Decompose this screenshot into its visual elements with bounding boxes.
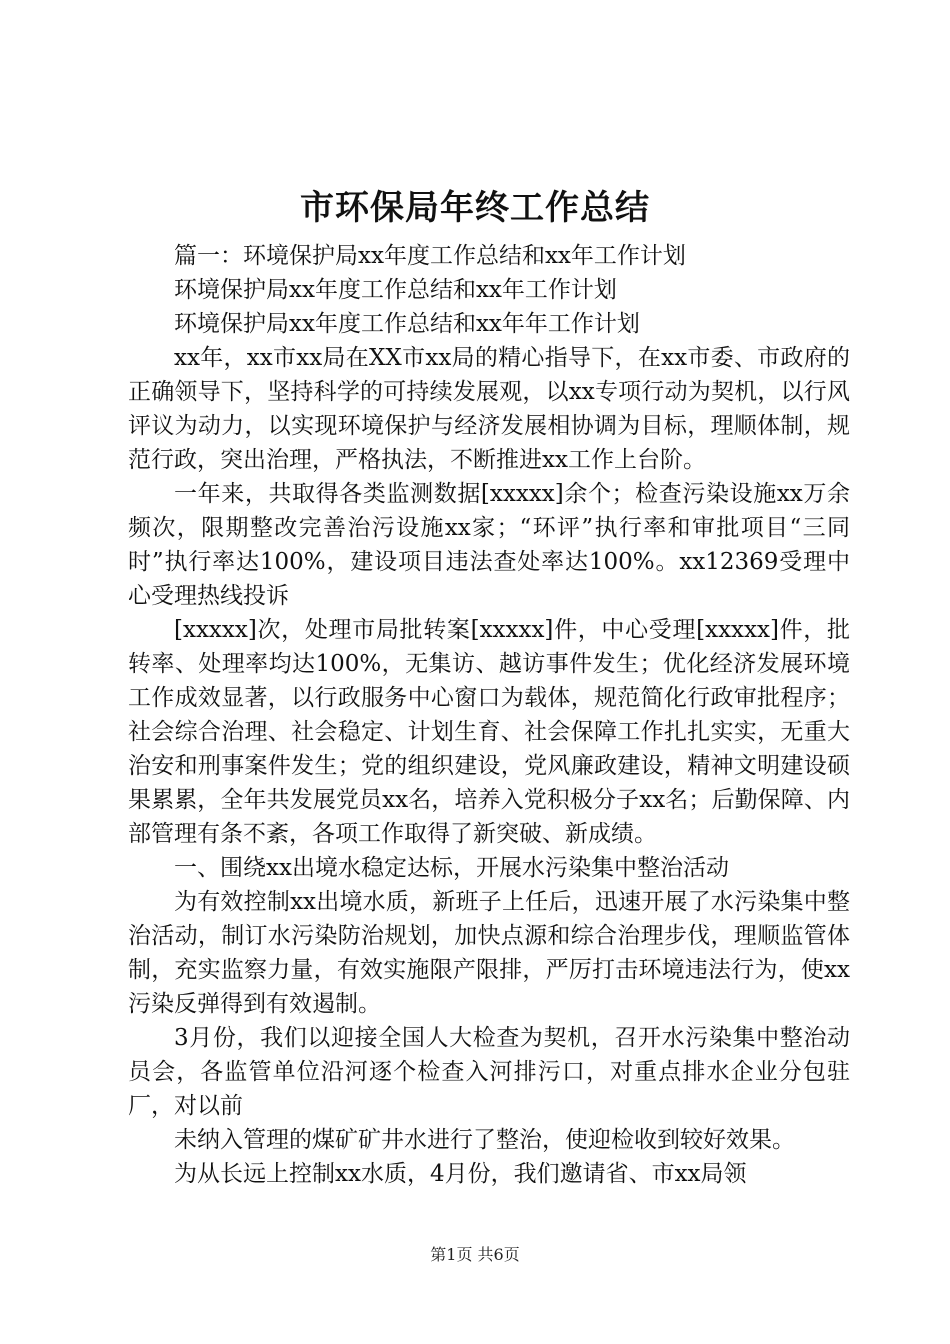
paragraph-achievements: [xxxxx]次，处理市局批转案[xxxxx]件，中心受理[xxxxx]件，批转率、处理率均达100%，无集访、越访事件发生；优化经济发展环境工作成效显著，以行政服务中心窗口为载体，规范简化行政审批程序；社会综合治理、社会稳定、计划生育、社会保障工作扎扎实实，无重大治安和刑事案件发生；党的组织建设，党风廉政建设，精神文明建设硕果累累，全年共发展党员xx名，培养入党积极分子xx名；后勤保障、内部管理有条不紊，各项工作取得了新突破、新成绩。 (128, 617, 850, 847)
paragraph-march: 3月份，我们以迎接全国人大检查为契机，召开水污染集中整治动员会，各监管单位沿河逐个检查入河排污口，对重点排水企业分包驻厂，对以前 (128, 1025, 850, 1119)
paragraph-april: 为从长远上控制xx水质，4月份，我们邀请省、市xx局领 (174, 1161, 747, 1187)
paragraph-intro: xx年，xx市xx局在XX市xx局的精心指导下，在xx市委、市政府的正确领导下，坚持科学的可持续发展观，以xx专项行动为契机，以行风评议为动力，以实现环境保护与经济发展相协调为目标，理顺体制，规范行政，突出治理，严格执法，不断推进xx工作上台阶。 (128, 345, 850, 473)
page-number: 第1页 共6页 (430, 1245, 520, 1264)
paragraph-mine-water: 未纳入管理的煤矿矿井水进行了整治，使迎检收到较好效果。 (174, 1127, 795, 1153)
section-heading-water: 一、围绕xx出境水稳定达标，开展水污染集中整治活动 (174, 855, 729, 881)
paragraph-heading-3: 环境保护局xx年度工作总结和xx年年工作计划 (174, 311, 640, 337)
paragraph-heading-1: 篇一：环境保护局xx年度工作总结和xx年工作计划 (174, 243, 686, 269)
paragraph-water-control: 为有效控制xx出境水质，新班子上任后，迅速开展了水污染集中整治活动，制订水污染防治规划，加快点源和综合治理步伐，理顺监管体制，充实监察力量，有效实施限产限排，严厉打击环境违法行为，使xx污染反弹得到有效遏制。 (128, 889, 850, 1017)
paragraph-heading-2: 环境保护局xx年度工作总结和xx年工作计划 (174, 277, 617, 303)
document-title: 市环保局年终工作总结 (300, 188, 650, 228)
paragraph-statistics: 一年来，共取得各类监测数据[xxxxx]余个；检查污染设施xx万余频次，限期整改完善治污设施xx家；“环评”执行率和审批项目“三同时”执行率达100%，建设项目违法查处率达100%。xx12369受理中心受理热线投诉 (128, 481, 850, 609)
document-body (128, 239, 850, 1191)
